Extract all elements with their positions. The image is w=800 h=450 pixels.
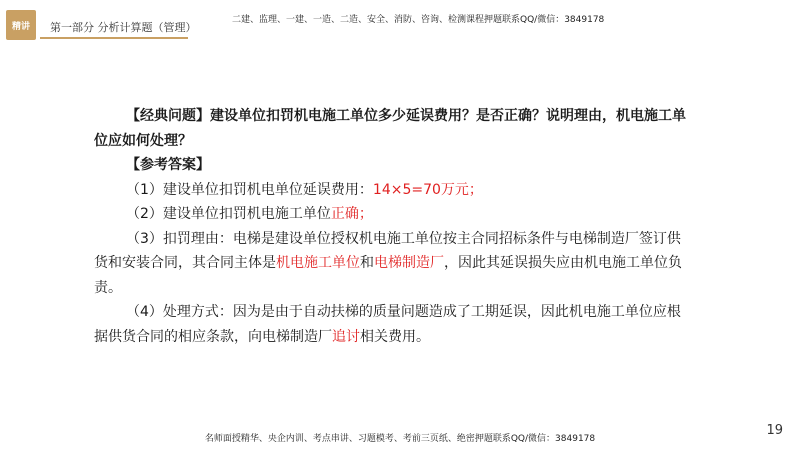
answer-item-3-conjunction: 和 — [360, 255, 374, 271]
answer-item-1-highlight: 14×5=70万元； — [372, 181, 483, 198]
answer-item-3-text: （3）扣罚理由：电梯是建设单位授权机电施工单位按主合同招标条件与电梯制造厂签订供货和安装合同，其合同主体是 — [94, 230, 681, 271]
answer-item-3-highlight-2: 电梯制造厂 — [374, 255, 444, 271]
answer-item-2 — [94, 202, 694, 227]
section-label: 第一部分 分析计算题（管理） — [50, 21, 197, 34]
answer-item-1 — [94, 178, 694, 203]
header-underline — [40, 37, 188, 39]
answer-item-3-text-end: ，因此其延误损失应由机电施工单位负责。 — [94, 255, 682, 296]
content-body — [94, 104, 694, 349]
logo-badge — [6, 10, 36, 40]
answer-item-4 — [94, 300, 694, 349]
answer-item-2-text: （2）建设单位扣罚机电施工单位 — [126, 206, 331, 222]
page-number: 19 — [766, 423, 783, 438]
footer-banner: 名师面授精华、央企内训、考点串讲、习题模考、考前三页纸、绝密押题联系QQ/微信：3849178 — [204, 434, 596, 444]
top-banner: 二建、监理、一建、一造、二造、安全、消防、咨询、检测课程押题联系QQ/微信：3849178 — [232, 15, 605, 25]
question-text: 【经典问题】建设单位扣罚机电施工单位多少延误费用？是否正确？说明理由，机电施工单位应如何处理？ — [94, 108, 686, 149]
answer-item-4-text: （4）处理方式：因为是由于自动扶梯的质量问题造成了工期延误，因此机电施工单位应根据供货合同的相应条款，向电梯制造厂 — [94, 304, 681, 345]
answer-item-1-text: （1）建设单位扣罚机电单位延误费用： — [126, 181, 373, 198]
answer-item-2-highlight: 正确； — [330, 206, 373, 222]
logo-text: 精讲 — [11, 21, 30, 32]
answer-item-3 — [94, 227, 694, 301]
answer-item-3-highlight-1: 机电施工单位 — [276, 255, 360, 271]
answer-item-4-text-end: 相关费用。 — [360, 328, 430, 345]
answer-item-4-highlight: 追讨 — [332, 328, 360, 345]
answer-heading: 【参考答案】 — [126, 157, 210, 173]
